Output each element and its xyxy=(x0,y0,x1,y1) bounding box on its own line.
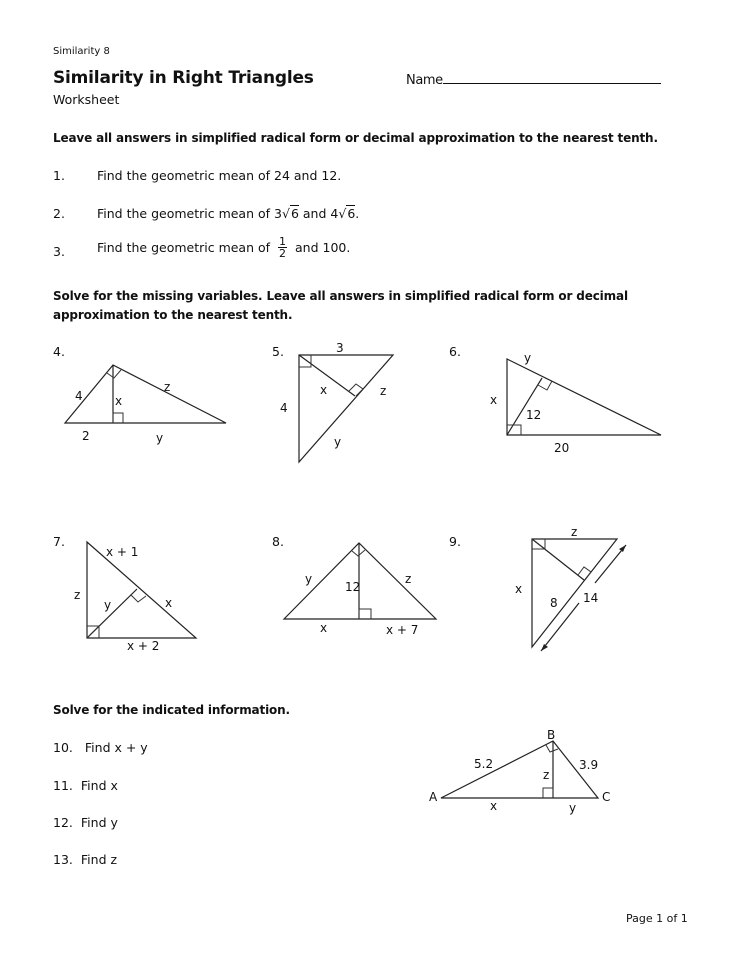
svg-text:3: 3 xyxy=(336,341,344,355)
figure-number: 9. xyxy=(449,534,461,549)
svg-text:z: z xyxy=(543,768,550,782)
svg-text:x: x xyxy=(115,394,123,408)
course-label: Similarity 8 xyxy=(53,46,110,57)
figure-number: 8. xyxy=(272,534,284,549)
svg-text:x: x xyxy=(320,383,328,397)
svg-text:z: z xyxy=(380,384,387,398)
svg-text:3.9: 3.9 xyxy=(579,758,599,772)
svg-text:x + 7: x + 7 xyxy=(386,623,419,637)
svg-text:20: 20 xyxy=(554,441,570,455)
page-title: Similarity in Right Triangles xyxy=(53,68,314,88)
figure-number: 6. xyxy=(449,344,461,359)
page-number: Page 1 of 1 xyxy=(626,912,688,925)
svg-text:12: 12 xyxy=(526,408,542,422)
figure-number: 4. xyxy=(53,344,65,359)
svg-text:2: 2 xyxy=(82,429,90,443)
section2-instruction-line2: approximation to the nearest tenth. xyxy=(53,308,293,322)
name-label: Name xyxy=(406,73,443,88)
svg-text:x: x xyxy=(490,393,498,407)
svg-text:y: y xyxy=(305,572,313,586)
fraction: $\frac{1}{2}$ xyxy=(279,235,287,260)
svg-text:4: 4 xyxy=(75,389,83,403)
svg-text:y: y xyxy=(569,801,577,815)
svg-text:x + 2: x + 2 xyxy=(127,639,160,653)
svg-text:y: y xyxy=(334,435,342,449)
section2-instruction-line1: Solve for the missing variables. Leave all answers in simplified radical form or decimal xyxy=(53,289,628,303)
section3-instruction: Solve for the indicated information. xyxy=(53,703,290,717)
question-12: 12. Find y xyxy=(53,815,118,830)
svg-text:12: 12 xyxy=(345,580,361,594)
question-number: 3. xyxy=(53,244,65,259)
figure-number: 7. xyxy=(53,534,65,549)
svg-text:14: 14 xyxy=(583,591,599,605)
question-13: 13. Find z xyxy=(53,852,118,867)
svg-text:4: 4 xyxy=(280,401,288,415)
question-1-text: Find the geometric mean of 24 and 12. xyxy=(97,168,342,183)
question-10: 10. Find x + y xyxy=(53,740,148,755)
svg-text:5.2: 5.2 xyxy=(474,757,494,771)
question-number: 1. xyxy=(53,168,65,183)
question-number: 2. xyxy=(53,206,65,221)
question-3-text: Find the geometric mean of $\frac{1}{2}$ and 100. xyxy=(97,235,351,260)
question-11: 11. Find x xyxy=(53,778,118,793)
svg-text:C: C xyxy=(602,790,611,804)
worksheet-subtitle: Worksheet xyxy=(53,92,120,107)
svg-text:y: y xyxy=(156,431,164,445)
radical-expression: 3√6 xyxy=(274,206,299,221)
general-instruction: Leave all answers in simplified radical form or decimal approximation to the nearest tenth. xyxy=(53,131,658,145)
svg-text:x: x xyxy=(165,596,173,610)
svg-text:z: z xyxy=(571,525,578,539)
svg-text:x: x xyxy=(320,621,328,635)
svg-text:x: x xyxy=(515,582,523,596)
svg-text:B: B xyxy=(547,728,556,742)
radical-expression: 4√6 xyxy=(330,206,356,221)
svg-text:A: A xyxy=(429,790,438,804)
svg-text:8: 8 xyxy=(550,596,558,610)
svg-text:x + 1: x + 1 xyxy=(106,545,139,559)
svg-text:z: z xyxy=(405,572,412,586)
svg-text:y: y xyxy=(524,351,532,365)
svg-text:x: x xyxy=(490,799,498,813)
question-2-text: Find the geometric mean of 3√6 and 4√6. xyxy=(97,206,360,221)
svg-text:y: y xyxy=(104,598,112,612)
svg-text:z: z xyxy=(164,380,171,394)
svg-text:z: z xyxy=(74,588,81,602)
figure-number: 5. xyxy=(272,344,284,359)
